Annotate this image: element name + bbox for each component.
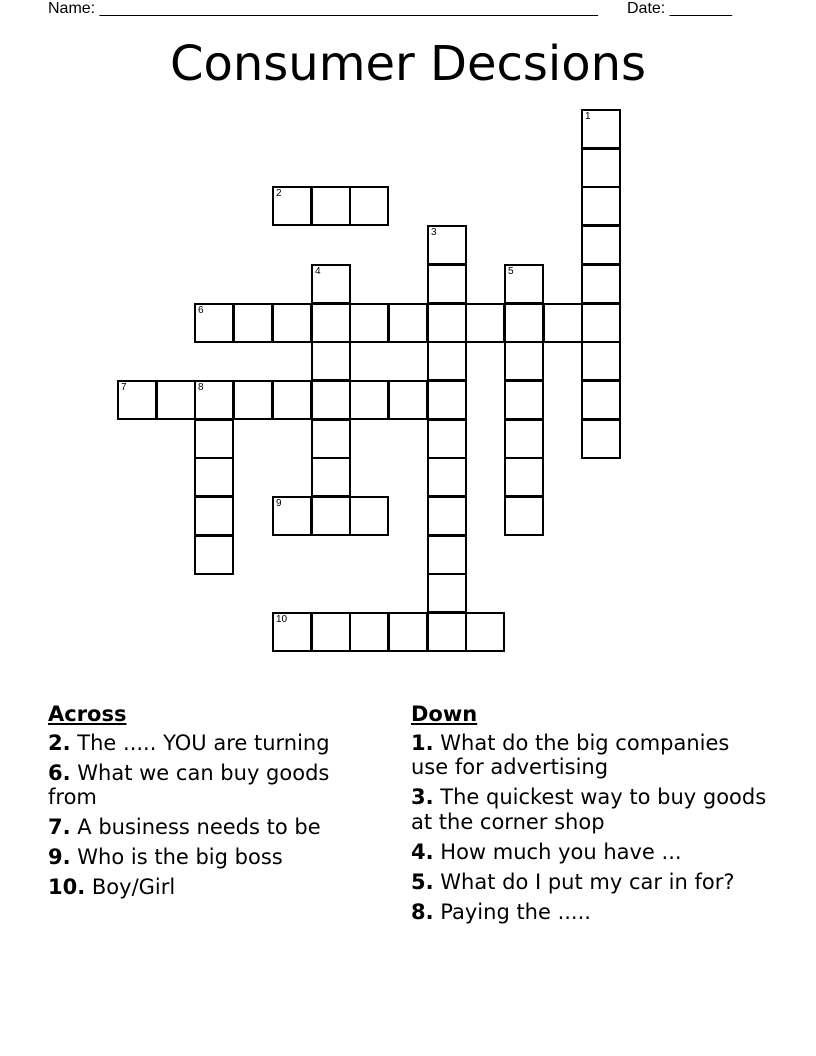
cell-number: 3 bbox=[431, 227, 437, 238]
across-clue-7 bbox=[48, 815, 378, 840]
cell-number: 1 bbox=[585, 111, 591, 122]
grid-cell[interactable] bbox=[504, 457, 544, 497]
grid-cell[interactable] bbox=[349, 612, 389, 652]
clue-text: The ..... YOU are turning bbox=[77, 730, 330, 755]
grid-cell[interactable] bbox=[581, 186, 621, 226]
grid-cell[interactable] bbox=[581, 341, 621, 381]
grid-cell[interactable] bbox=[427, 303, 467, 343]
grid-cell[interactable] bbox=[156, 380, 196, 420]
grid-cell[interactable] bbox=[388, 380, 428, 420]
grid-cell[interactable] bbox=[272, 186, 312, 226]
clue-text: Paying the ..... bbox=[440, 899, 591, 924]
clue-number: 8. bbox=[411, 899, 434, 924]
grid-cell[interactable] bbox=[272, 380, 312, 420]
down-clue-5 bbox=[411, 870, 771, 895]
clue-number: 2. bbox=[48, 730, 71, 755]
grid-cell[interactable] bbox=[581, 419, 621, 459]
grid-cell[interactable] bbox=[311, 380, 351, 420]
clue-text: What do the big companies use for advertising bbox=[411, 730, 730, 779]
grid-cell[interactable] bbox=[581, 264, 621, 304]
grid-cell[interactable] bbox=[311, 419, 351, 459]
page-title: Consumer Decsions bbox=[169, 36, 647, 92]
across-clue-2 bbox=[48, 731, 378, 756]
grid-cell[interactable] bbox=[504, 419, 544, 459]
grid-cell[interactable] bbox=[581, 380, 621, 420]
grid-cell[interactable] bbox=[272, 303, 312, 343]
cell-number: 2 bbox=[276, 188, 282, 199]
down-clue-3 bbox=[411, 785, 771, 834]
grid-cell[interactable] bbox=[543, 303, 583, 343]
clue-number: 4. bbox=[411, 839, 434, 864]
grid-cell[interactable] bbox=[194, 535, 234, 575]
clue-number: 6. bbox=[48, 760, 71, 785]
grid-cell[interactable] bbox=[427, 264, 467, 304]
grid-cell[interactable] bbox=[349, 496, 389, 536]
grid-cell[interactable] bbox=[427, 380, 467, 420]
cell-number: 8 bbox=[198, 382, 204, 393]
clue-text: What do I put my car in for? bbox=[440, 869, 735, 894]
clue-text: Who is the big boss bbox=[77, 845, 283, 869]
clue-number: 7. bbox=[48, 815, 71, 839]
clue-number: 9. bbox=[48, 845, 71, 869]
down-heading: Down bbox=[411, 702, 478, 726]
grid-cell[interactable] bbox=[388, 612, 428, 652]
grid-cell[interactable] bbox=[427, 419, 467, 459]
grid-cell[interactable] bbox=[427, 457, 467, 497]
clue-number: 10. bbox=[48, 875, 86, 899]
grid-cell[interactable] bbox=[465, 612, 505, 652]
cell-number: 7 bbox=[121, 382, 127, 393]
grid-cell[interactable] bbox=[311, 496, 351, 536]
across-clue-9 bbox=[48, 845, 378, 870]
grid-cell[interactable] bbox=[311, 341, 351, 381]
cell-number: 4 bbox=[315, 266, 321, 277]
down-clue-1 bbox=[411, 731, 771, 780]
grid-cell[interactable] bbox=[272, 496, 312, 536]
grid-cell[interactable] bbox=[311, 303, 351, 343]
grid-cell[interactable] bbox=[427, 225, 467, 265]
clue-number: 5. bbox=[411, 869, 434, 894]
cell-number: 6 bbox=[198, 305, 204, 316]
down-clues bbox=[411, 702, 771, 930]
down-clue-4 bbox=[411, 840, 771, 865]
name-line: Name: ________________________________________________________ bbox=[48, 0, 598, 17]
down-clue-8 bbox=[411, 900, 771, 925]
grid-cell[interactable] bbox=[349, 186, 389, 226]
grid-cell[interactable] bbox=[194, 457, 234, 497]
grid-cell[interactable] bbox=[465, 303, 505, 343]
grid-cell[interactable] bbox=[504, 264, 544, 304]
grid-cell[interactable] bbox=[427, 496, 467, 536]
grid-cell[interactable] bbox=[504, 303, 544, 343]
grid-cell[interactable] bbox=[311, 186, 351, 226]
grid-cell[interactable] bbox=[427, 612, 467, 652]
grid-cell[interactable] bbox=[311, 457, 351, 497]
grid-cell[interactable] bbox=[194, 380, 234, 420]
clue-text: The quickest way to buy goods at the corner shop bbox=[411, 785, 767, 834]
grid-cell[interactable] bbox=[581, 303, 621, 343]
grid-cell[interactable] bbox=[194, 496, 234, 536]
grid-cell[interactable] bbox=[504, 341, 544, 381]
across-clue-6 bbox=[48, 761, 378, 810]
grid-cell[interactable] bbox=[581, 109, 621, 149]
grid-cell[interactable] bbox=[194, 303, 234, 343]
across-clue-10 bbox=[48, 875, 378, 900]
across-heading: Across bbox=[48, 702, 127, 726]
cell-number: 5 bbox=[508, 266, 514, 277]
date-line: Date: _______ bbox=[627, 0, 732, 17]
cell-number: 9 bbox=[276, 498, 282, 509]
grid-cell[interactable] bbox=[427, 341, 467, 381]
grid-cell[interactable] bbox=[427, 573, 467, 613]
clue-text: How much you have ... bbox=[440, 839, 682, 864]
grid-cell[interactable] bbox=[233, 303, 273, 343]
grid-cell[interactable] bbox=[117, 380, 157, 420]
grid-cell[interactable] bbox=[427, 535, 467, 575]
grid-cell[interactable] bbox=[349, 380, 389, 420]
grid-cell[interactable] bbox=[349, 303, 389, 343]
grid-cell[interactable] bbox=[581, 225, 621, 265]
clue-text: What we can buy goods from bbox=[48, 760, 330, 809]
grid-cell[interactable] bbox=[233, 380, 273, 420]
cell-number: 10 bbox=[276, 614, 288, 625]
clue-text: Boy/Girl bbox=[91, 875, 176, 899]
grid-cell[interactable] bbox=[272, 612, 312, 652]
grid-cell[interactable] bbox=[388, 303, 428, 343]
grid-cell[interactable] bbox=[194, 419, 234, 459]
grid-cell[interactable] bbox=[504, 496, 544, 536]
across-clues bbox=[48, 702, 378, 905]
grid-cell[interactable] bbox=[504, 380, 544, 420]
clue-number: 1. bbox=[411, 730, 434, 755]
clue-number: 3. bbox=[411, 785, 434, 809]
clue-text: A business needs to be bbox=[77, 815, 321, 839]
grid-cell[interactable] bbox=[581, 148, 621, 188]
grid-cell[interactable] bbox=[311, 612, 351, 652]
grid-cell[interactable] bbox=[311, 264, 351, 304]
